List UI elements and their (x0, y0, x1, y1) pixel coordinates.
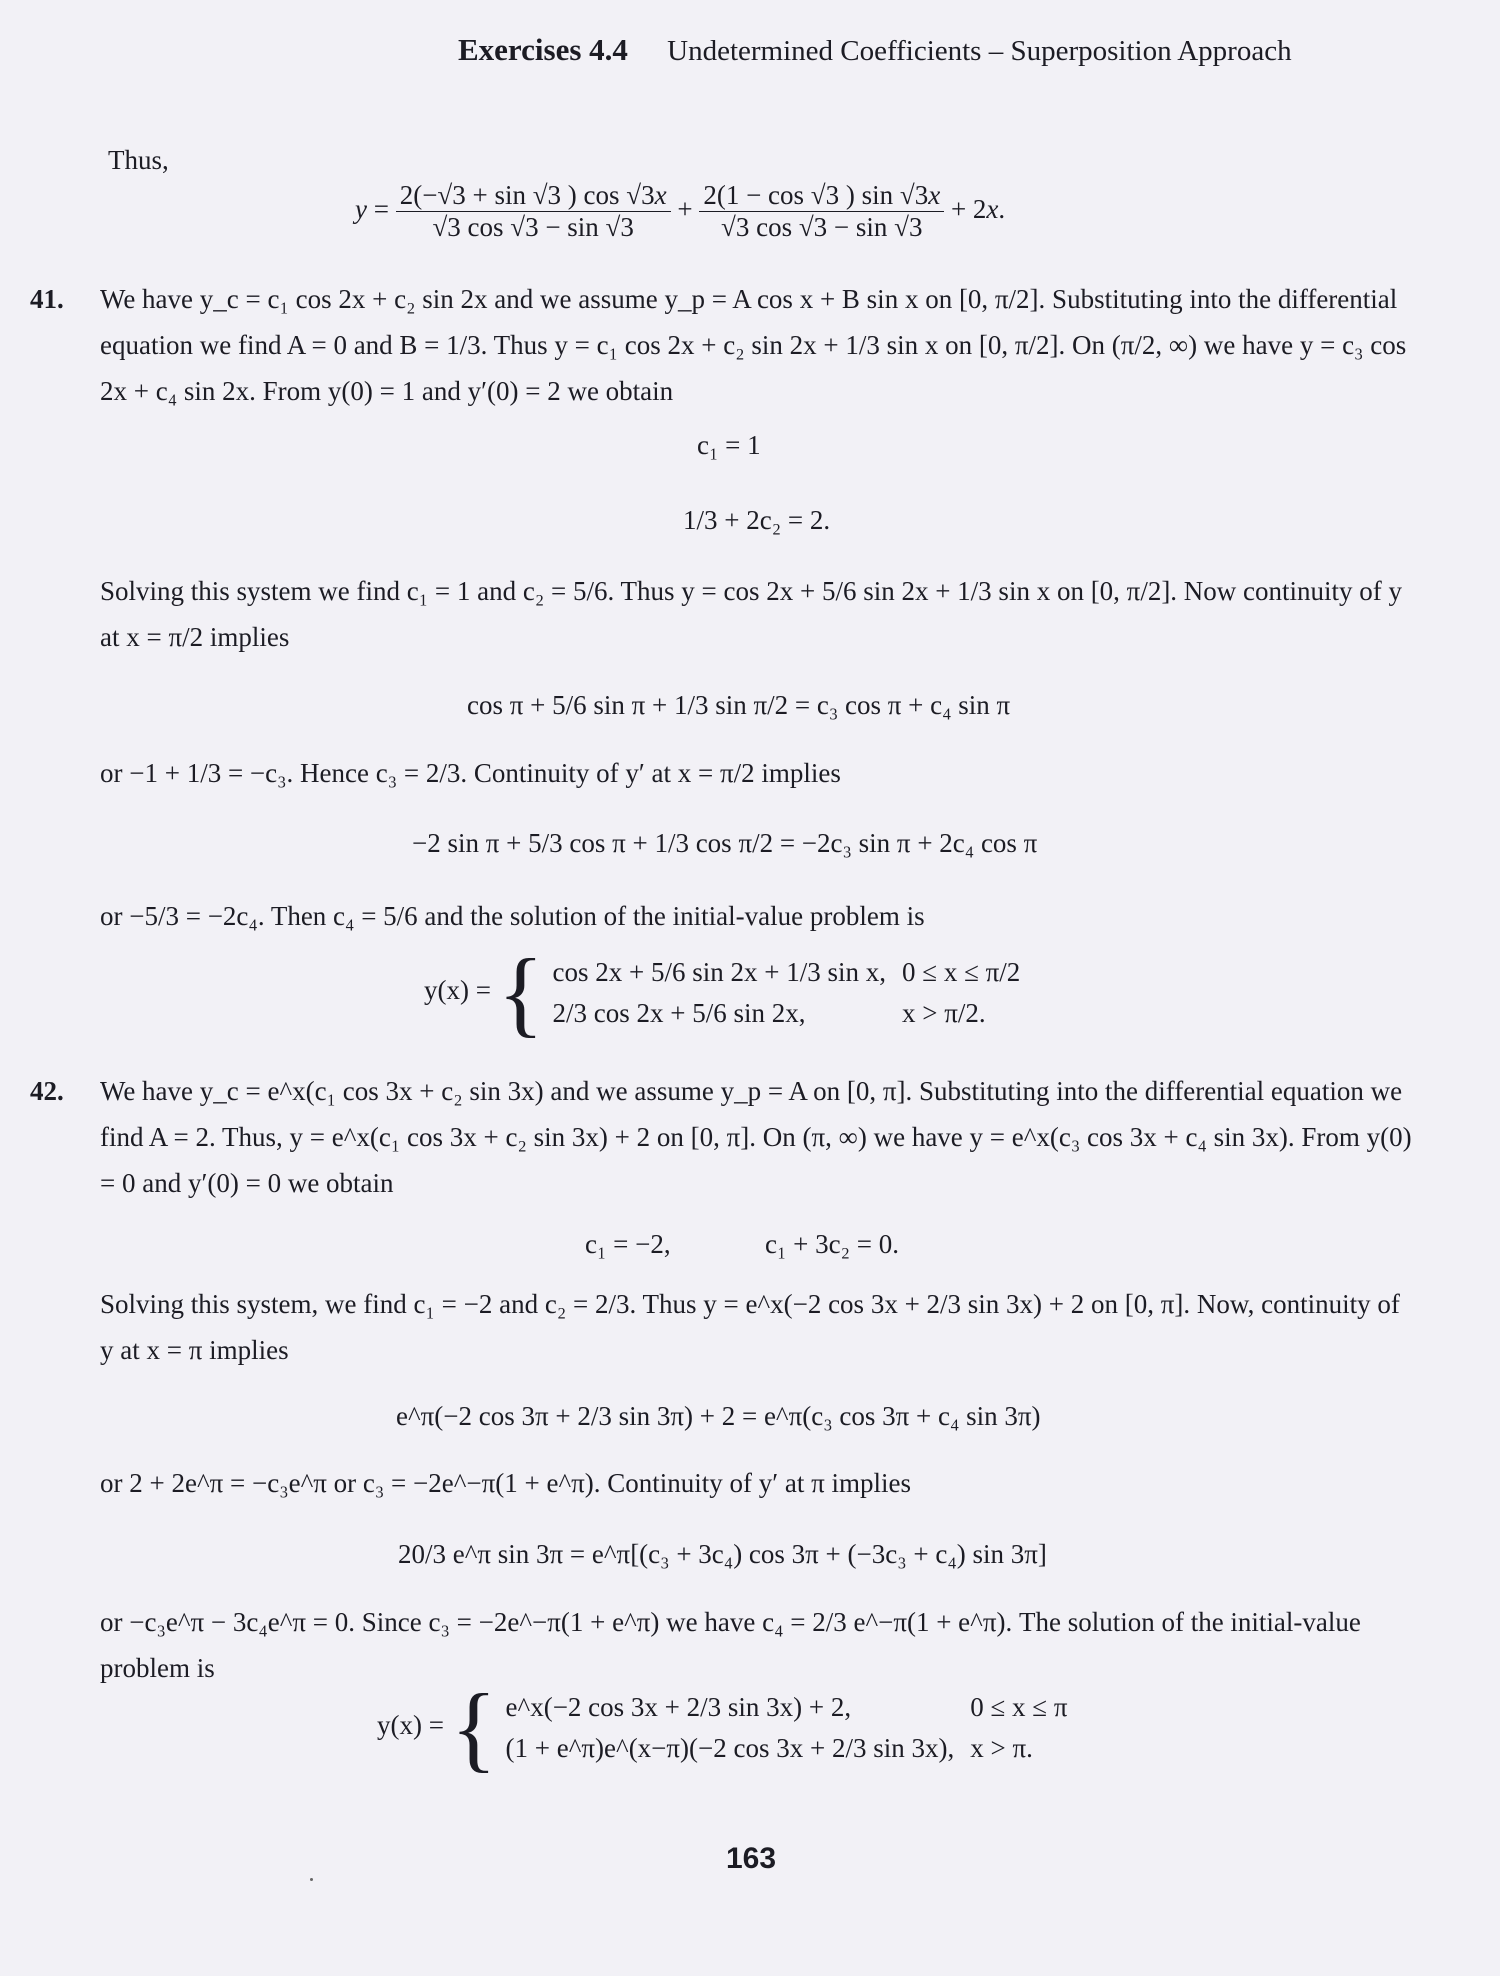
case-2-condition: x > π. (970, 1733, 1033, 1763)
ex42-eq-c2: c₁ + 3c₂ = 0. (765, 1229, 899, 1259)
ex42-solution (377, 1674, 1084, 1781)
case-1-condition: 0 ≤ x ≤ π/2 (902, 957, 1021, 987)
case-2-expression: 2/3 cos 2x + 5/6 sin 2x, (552, 998, 806, 1028)
solution-lhs: y(x) = (377, 1710, 444, 1741)
case-2-condition: x > π/2. (902, 998, 986, 1028)
exercise-41-paragraph-4: or −5/3 = −2c₄. Then c₄ = 5/6 and the solution of the initial-value problem is (100, 901, 925, 931)
solution-lhs: y(x) = (424, 975, 491, 1006)
exercise-42-text: We have y_c = e^x(c₁ cos 3x + c₂ sin 3x) and we assume y_p = A on [0, π]. Substituting into the differential equation we find A = 2. Thus, y = e^x(c₁ cos 3x + c₂ sin 3x) + 2 on [0, π]. On (π, ∞) we have y = e^x(c₃ cos 3x + c₄ sin 3x). From y(0) = 0 and y′(0) = 0 we obtain (100, 1076, 1412, 1198)
exercise-42-paragraph-3: or 2 + 2e^π = −c₃e^π or c₃ = −2e^−π(1 + e^π). Continuity of y′ at π implies (100, 1468, 912, 1498)
thus-label: Thus, (108, 145, 169, 175)
scan-speck (310, 1878, 313, 1881)
ex42-continuity-y: e^π(−2 cos 3π + 2/3 sin 3π) + 2 = e^π(c₃ cos 3π + c₄ sin 3π) (396, 1401, 1041, 1431)
ex42-continuity-yprime: 20/3 e^π sin 3π = e^π[(c₃ + 3c₄) cos 3π + (−3c₃ + c₄) sin 3π] (398, 1539, 1047, 1569)
exercise-41-paragraph-3: or −1 + 1/3 = −c₃. Hence c₃ = 2/3. Continuity of y′ at x = π/2 implies (100, 758, 841, 788)
exercise-42-paragraph (30, 1068, 1418, 1206)
exercise-41-paragraph-2: Solving this system we find c₁ = 1 and c₂ = 5/6. Thus y = cos 2x + 5/6 sin 2x + 1/3 sin x on [0, π/2]. Now continuity of y at x = π/2 implies (100, 576, 1403, 652)
exercise-42-paragraph-2: Solving this system, we find c₁ = −2 and c₂ = 2/3. Thus y = e^x(−2 cos 3x + 2/3 sin 3x) + 2 on [0, π]. Now, continuity of y at x = π implies (100, 1289, 1400, 1365)
running-header (458, 32, 1292, 68)
ex41-continuity-y: cos π + 5/6 sin π + 1/3 sin π/2 = c₃ cos π + c₄ sin π (467, 690, 1011, 720)
exercise-41-text: We have y_c = c₁ cos 2x + c₂ sin 2x and we assume y_p = A cos x + B sin x on [0, π/2]. Substituting into the differential equation we find A = 0 and B = 1/3. Thus y = c₁ cos 2x + c₂ sin 2x + 1/3 sin x on [0, π/2]. On (π/2, ∞) we have y = c₃ cos 2x + c₄ sin 2x. From y(0) = 1 and y′(0) = 2 we obtain (100, 284, 1407, 406)
case-1-expression: e^x(−2 cos 3x + 2/3 sin 3x) + 2, (505, 1692, 852, 1722)
left-brace: { (497, 939, 544, 1046)
ex42-eq-c1: c₁ = −2, (585, 1229, 671, 1259)
case-1-expression: cos 2x + 5/6 sin 2x + 1/3 sin x, (552, 957, 887, 987)
solution-cases (504, 1686, 1084, 1770)
exercise-number: 42. (30, 1076, 64, 1106)
exercise-number: 41. (30, 284, 64, 314)
exercise-41-paragraph (30, 276, 1418, 414)
ex41-solution (424, 939, 1036, 1046)
case-2-expression: (1 + e^π)e^(x−π)(−2 cos 3x + 2/3 sin 3x), (505, 1733, 955, 1763)
ex41-eq-c2: 1/3 + 2c₂ = 2. (683, 505, 831, 535)
section-topic: Undetermined Coefficients – Superposition Approach (667, 35, 1292, 67)
section-number: Exercises 4.4 (458, 32, 628, 67)
intro-equation: y = $\frac{2(-√3 + \sin √3 ) \cos √3x}{√3 \cos √3 - \sin √3}$ + $\frac{2(1 - \cos √3 ) \sin √3x}{√3 \cos √3 - \sin √3}$ + 2x. (355, 180, 1006, 243)
ex41-eq-c1: c₁ = 1 (697, 430, 761, 460)
ex41-continuity-yprime: −2 sin π + 5/3 cos π + 1/3 cos π/2 = −2c₃ sin π + 2c₄ cos π (412, 828, 1038, 858)
page-number: 163 (726, 1842, 777, 1875)
left-brace: { (450, 1674, 497, 1781)
exercise-42-paragraph-4: or −c₃e^π − 3c₄e^π = 0. Since c₃ = −2e^−π(1 + e^π) we have c₄ = 2/3 e^−π(1 + e^π). The solution of the initial-value problem is (100, 1607, 1361, 1683)
solution-cases (551, 951, 1037, 1035)
case-1-condition: 0 ≤ x ≤ π (970, 1692, 1068, 1722)
